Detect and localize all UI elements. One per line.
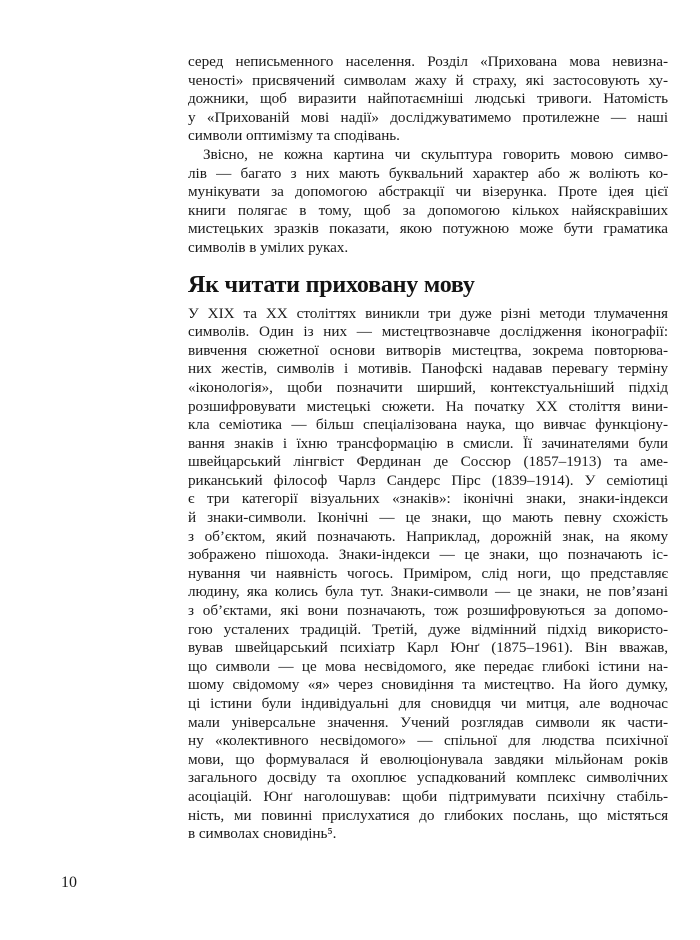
text-line: вивчення сюжетної основи витворів мистецтва, зокрема повторюва- [188, 341, 668, 359]
text-line: лів — багато з них мають буквальний характер або ж воліють ко- [188, 164, 668, 182]
text-line: мунікувати за допомогою абстракції чи візерунка. Проте ідея цієї [188, 183, 668, 201]
text-line: зображено пішохода. Знаки-індекси — це знаки, що позначають іс- [188, 546, 668, 564]
text-line: гою усталених традицій. Третій, дуже відмінний підхід використо- [188, 620, 668, 638]
text-line: вував швейцарський психіатр Карл Юнґ (1875–1961). Він вважав, [188, 639, 668, 657]
page-number: 10 [61, 874, 77, 891]
text-line: мистецьких зразків показати, якою потужною може бути граматика [188, 220, 668, 238]
text-line: нування чи наявність чогось. Приміром, слід ноги, що представляє [188, 564, 668, 582]
text-line: з об’єктами, які вони позначають, тож розшифровуються за допомо- [188, 602, 668, 620]
text-line: є три категорії візуальних «знаків»: іконічні знаки, знаки-індекси [188, 490, 668, 508]
text-line: риканський філософ Чарлз Сандерс Пірс (1839–1914). У семіотиці [188, 471, 668, 489]
text-line: людину, яка колись була тут. Знаки-символи — це знаки, не пов’язані [188, 583, 668, 601]
text-line: асоціацій. Юнґ наголошував: щоби підтримувати психічну стабіль- [188, 787, 668, 805]
text-line: у «Прихованій мові надії» досліджуватимемо протилежне — наші [188, 108, 668, 126]
text-line: У XIX та XX століттях виникли три дуже різні методи тлумачення [188, 304, 668, 322]
section-heading: Як читати приховану мову [188, 271, 475, 298]
text-block [188, 53, 668, 844]
text-line: й знаки-символи. Іконічні — це знаки, що мають певну схожість [188, 509, 668, 527]
text-line: книги полягає в тому, щоб за допомогою кількох найяскравіших [188, 201, 668, 219]
text-line: символи оптимізму та сподівань. [188, 127, 400, 145]
text-line: символів. Один із них — мистецтвознавче дослідження іконографії: [188, 323, 668, 341]
text-line: них жестів, символів і мотивів. Панофскі надавав перевагу терміну [188, 360, 668, 378]
text-line: розшифровувати мистецькі сюжети. На початку XX століття вини- [188, 397, 668, 415]
text-line: Звісно, не кожна картина чи скульптура говорить мовою симво- [203, 145, 668, 163]
text-line: швейцарський лінгвіст Фердинан де Соссюр (1857–1913) та аме- [188, 453, 668, 471]
text-line: символів в умілих руках. [188, 238, 349, 256]
text-line: «іконологія», щоби позначити ширший, контекстуальніший підхід [188, 378, 668, 396]
paragraph-two [188, 146, 668, 258]
text-line: мали універсальне значення. Учений розглядав символи як части- [188, 713, 668, 731]
text-line: в символах сновидінь⁵. [188, 825, 337, 843]
text-line: кла семіотика — більш спеціалізована наука, що вивчає функціону- [188, 416, 668, 434]
paragraph-three [188, 305, 668, 844]
text-line: ність, ми повинні прислухатися до глибоких послань, що містяться [188, 806, 668, 824]
text-line: вання знаків і їхню трансформацію в смисли. Її зачинателями були [188, 434, 668, 452]
text-line: загального досвіду та охоплює успадкований комплекс символічних [188, 769, 668, 787]
text-line: серед неписьменного населення. Розділ «Прихована мова невизна- [188, 53, 668, 70]
text-line: мови, що формувалася й еволюціонувала завдяки мільйонам років [188, 750, 668, 768]
text-line: ці істини були індивідуальні для сновидця чи митця, але водночас [188, 695, 668, 712]
text-line: ну «колективного несвідомого» — спільної для людства психічної [188, 732, 668, 750]
text-line: дожники, щоб виразити найпотаємніші людські тривоги. Натомість [188, 90, 668, 108]
text-line: з об’єктом, який позначають. Наприклад, дорожній знак, на якому [188, 527, 668, 545]
text-line: ченості» присвячений символам жаху й страху, які застосовують ху- [188, 71, 668, 89]
paragraph-continuation [188, 53, 668, 146]
text-line: шому свідомому «я» через сновидіння та мистецтво. На його думку, [188, 676, 668, 694]
text-line: що символи — це мова несвідомого, яке передає глибокі істини на- [188, 657, 668, 675]
